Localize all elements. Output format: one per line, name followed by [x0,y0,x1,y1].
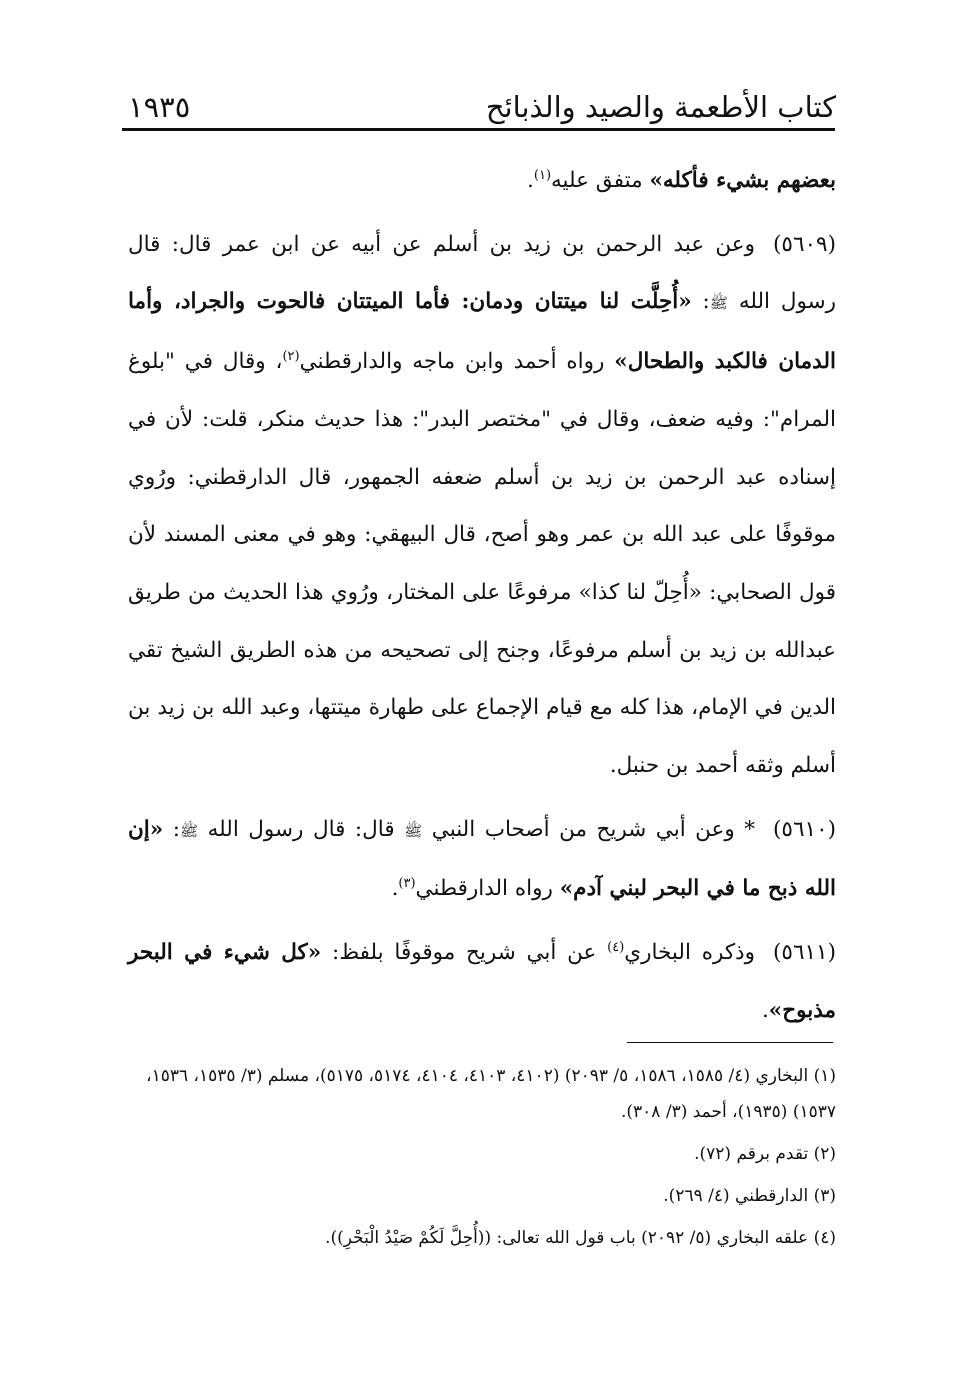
main-text [128,152,836,1046]
paragraph-end: . [761,997,769,1023]
page-number: ١٩٣٥ [128,90,191,124]
paragraph-text: رواه الدارقطني [415,876,560,902]
paragraph-text: وذكره البخاري [624,940,756,966]
footnote-ref: (١) [533,167,552,183]
paragraph-text: عن أبي شريح موقوفًا بلفظ: [321,940,608,966]
footnote-2: (٢) تقدم برقم (٧٢). [694,1144,836,1164]
paragraph-text: متفق عليه [551,168,650,193]
honorific-symbol: ﷺ [404,821,423,840]
hadith-5610 [128,801,836,918]
footnote-1: (١) البخاري (٤/ ١٥٨٥، ١٥٨٦، ٥/ ٢٠٩٣) (٤١٠٢، ٤١٠٣، ٤١٠٤، ٥١٧٤، ٥١٧٥)، مسلم (٣/ ١٥٣٥، ١٥٣٦، ١٥٣٧) (١٩٣٥)، أحمد (٣/ ٣٠٨). [146,1066,836,1122]
footnotes [128,1058,836,1262]
paragraph-text: رواه أحمد وابن ماجه والدارقطني [299,349,615,375]
header-rule [122,128,835,131]
footnote-ref: (٤) [607,939,625,955]
footnote-ref: (٣) [398,876,416,892]
hadith-text: «أُحِلَّت لنا ميتتان ودمان: فأما الميتتان فالحوت والجراد، وأما الدمان فالكبد والطحال» [128,289,836,375]
paragraph-text: قال: قال رسول الله [207,816,405,842]
honorific-symbol: ﷺ [709,294,728,313]
paragraph-text: : [163,816,180,842]
paragraph-text: ، وقال في "بلوغ المرام": وفيه ضعف، وقال في "مختصر البدر": هذا حديث منكر، قلت: لأن في إسناده عبد الرحمن بن زيد بن أسلم ضعفه الجمهور، قال الدارقطني: ورُوي موقوفًا على عبد الله بن عمر وهو أصح، قال البيهقي: وهو في معنى المسند لأن قول الصحابي: «أُحِلّ لنا كذا» مرفوعًا على المختار، ورُوي هذا الحديث من طريق عبدالله بن زيد بن أسلم مرفوعًا، وجنح إلى تصحيحه من هذه الطريق الشيخ تقي الدين في الإمام، هذا كله مع قيام الإجماع على طهارة ميتتها، وعبد الله بن زيد بن أسلم وثقه أحمد بن حنبل. [128,349,836,779]
hadith-text: بعضهم بشيء فأكله» [649,168,836,193]
running-title: كتاب الأطعمة والصيد والذبائح [485,90,836,124]
star-marker: * [744,816,756,842]
hadith-number: (٥٦١١) [773,940,836,966]
honorific-symbol: ﷺ [179,821,199,840]
footnote-separator [627,1042,833,1043]
hadith-number: (٥٦١٠) [773,816,837,842]
paragraph-end: . [391,876,399,902]
hadith-text: «إن الله ذبح ما في البحر لبني آدم» [128,816,836,902]
footnote-3: (٣) الدارقطني (٤/ ٢٦٩). [663,1186,836,1206]
hadith-text: «كل شيء في البحر مذبوح» [128,940,836,1023]
page-header [128,88,836,126]
paragraph-continuation [128,152,836,210]
hadith-5611 [128,924,836,1039]
paragraph-text: وعن أبي شريح من أصحاب النبي [431,816,745,842]
footnote-ref: (٢) [282,348,300,364]
paragraph-text: : [691,289,710,315]
hadith-5609 [128,216,836,795]
paragraph-end: . [527,168,534,193]
paragraph-text: وعن عبد الرحمن بن زيد بن أسلم عن أبيه عن ابن عمر قال: قال رسول الله [128,231,836,315]
footnote-4: (٤) علقه البخاري (٥/ ٢٠٩٢) باب قول الله تعالى: ((أُحِلَّ لَكُمْ صَيْدُ الْبَحْرِ)). [325,1228,836,1248]
hadith-number: (٥٦٠٩) [773,231,836,257]
